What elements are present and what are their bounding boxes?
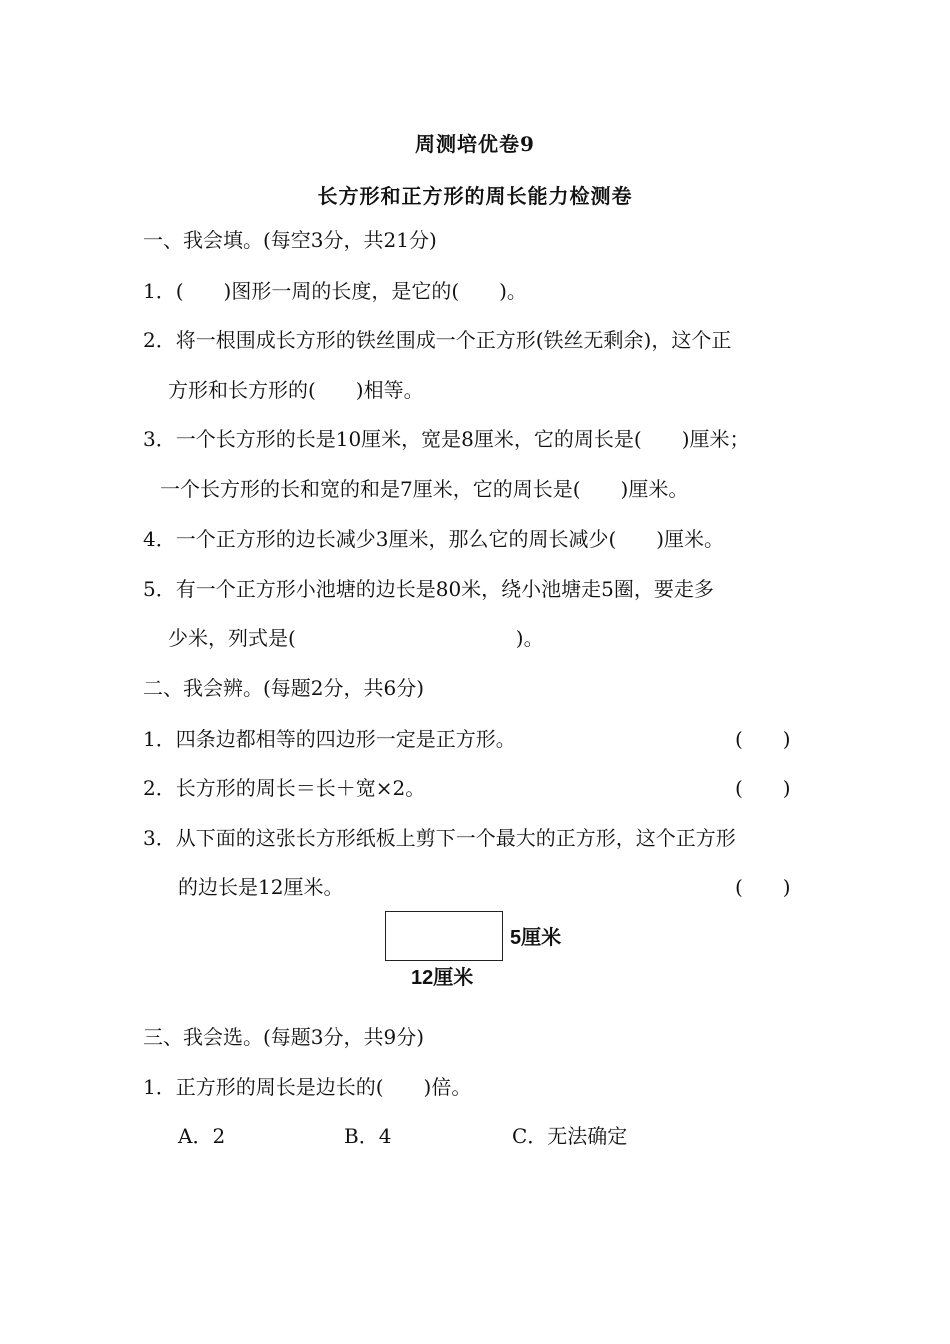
s3-option-c[interactable]: C．无法确定 xyxy=(512,1124,628,1148)
s1-question-3-line2: 一个长方形的长和宽的和是7厘米，它的周长是( )厘米。 xyxy=(160,477,689,501)
figure-width-label: 12厘米 xyxy=(411,967,474,989)
s1-question-1: 1．( )图形一周的长度，是它的( )。 xyxy=(143,279,527,303)
s2-question-3-line1: 3．从下面的这张长方形纸板上剪下一个最大的正方形，这个正方形 xyxy=(143,826,736,850)
section1-heading: 一、我会填。(每空3分，共21分) xyxy=(143,228,437,252)
s1-question-5-line1: 5．有一个正方形小池塘的边长是80米，绕小池塘走5圈，要走多 xyxy=(143,577,714,601)
section3-heading: 三、我会选。(每题3分，共9分) xyxy=(143,1025,425,1049)
s2-answer-blank-2[interactable]: ( ) xyxy=(735,776,791,800)
s1-question-4: 4．一个正方形的边长减少3厘米，那么它的周长减少( )厘米。 xyxy=(143,527,725,551)
worksheet-title: 周测培优卷9 xyxy=(415,132,535,156)
s2-answer-blank-3[interactable]: ( ) xyxy=(735,875,791,899)
s2-question-3-line2: 的边长是12厘米。 xyxy=(178,875,344,899)
s1-question-3-line1: 3．一个长方形的长是10厘米，宽是8厘米，它的周长是( )厘米； xyxy=(143,427,750,451)
rectangle-figure xyxy=(385,911,503,961)
figure-height-label: 5厘米 xyxy=(510,927,562,949)
s3-question-1: 1．正方形的周长是边长的( )倍。 xyxy=(143,1075,472,1099)
s1-question-5-line2: 少米，列式是( )。 xyxy=(168,626,544,650)
section2-heading: 二、我会辨。(每题2分，共6分) xyxy=(143,676,425,700)
s3-option-b[interactable]: B．4 xyxy=(344,1124,392,1148)
s2-question-2: 2．长方形的周长＝长＋宽×2。 xyxy=(143,776,426,800)
s3-option-a[interactable]: A．2 xyxy=(178,1124,226,1148)
s1-question-2-line2: 方形和长方形的( )相等。 xyxy=(168,378,424,402)
s2-question-1: 1．四条边都相等的四边形一定是正方形。 xyxy=(143,727,516,751)
s1-question-2-line1: 2．将一根围成长方形的铁丝围成一个正方形(铁丝无剩余)，这个正 xyxy=(143,328,732,352)
worksheet-subtitle: 长方形和正方形的周长能力检测卷 xyxy=(317,184,633,208)
s2-answer-blank-1[interactable]: ( ) xyxy=(735,727,791,751)
